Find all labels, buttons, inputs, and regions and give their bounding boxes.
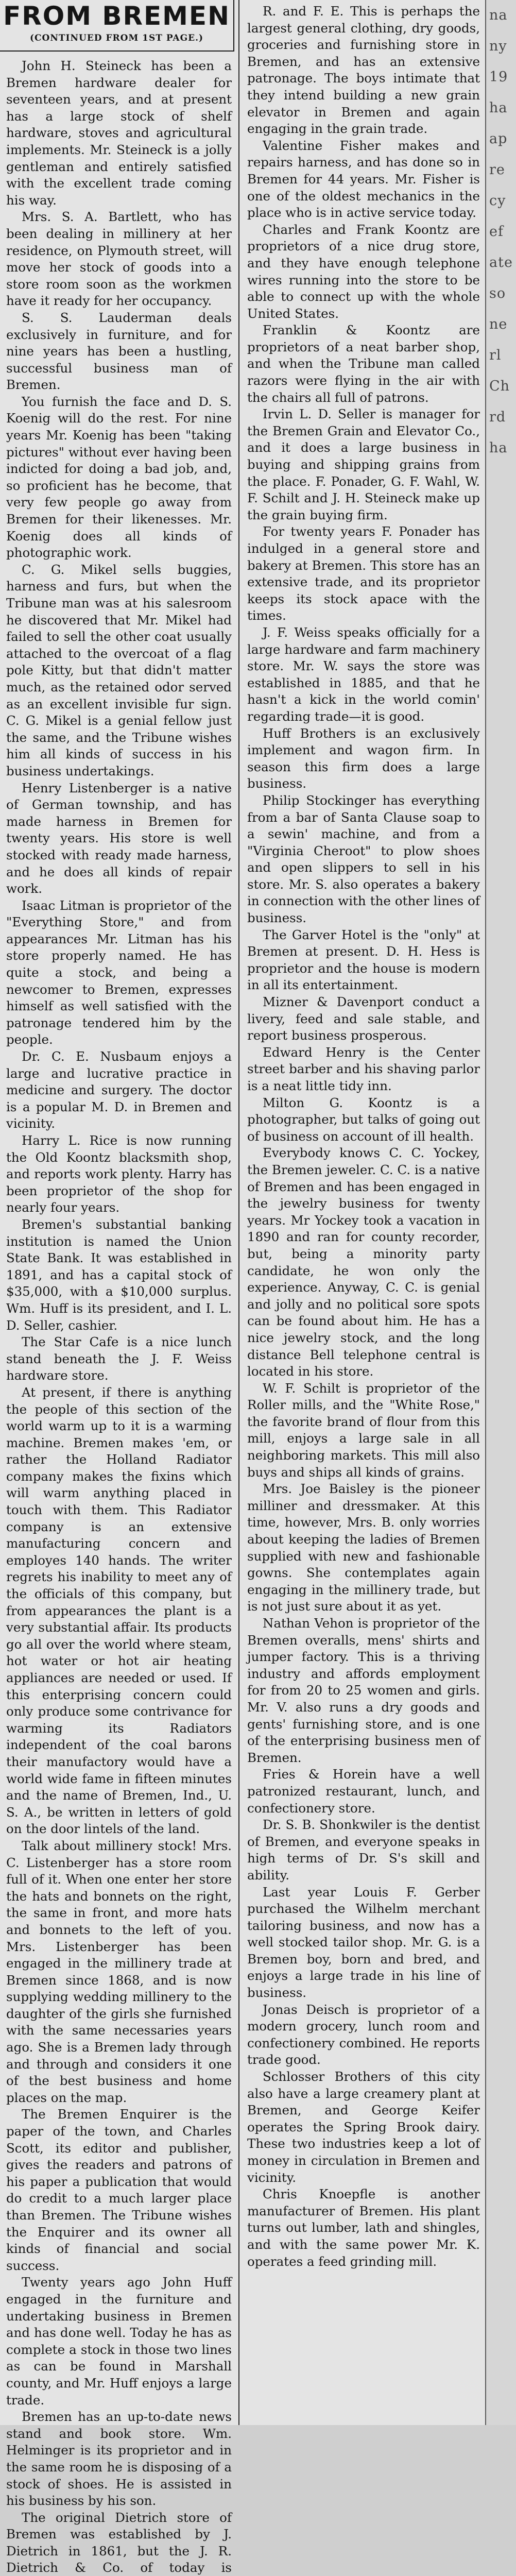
article-paragraph: Chris Knoepfle is another manufacturer of Bremen. His plant turns out lumber, lath and shingles, and with the same power Mr. K. operates a feed grinding mill.	[247, 2187, 480, 2269]
adjacent-column-fragment	[485, 0, 516, 2425]
article-paragraph: Bremen's substantial banking institution is named the Union State Bank. It was established in 1891, and has a capital stock of $35,000, with a $10,000 surplus. Wm. Huff is its president, and I. L. D. Seller, cashier.	[6, 1216, 232, 1333]
article-paragraph: Mrs. S. A. Bartlett, who has been dealing in millinery at her residence, on Plymouth street, will move her stock of goods into a store room soon as the workmen have it ready for her occupancy.	[6, 209, 232, 309]
edge-text-fragment: re	[489, 162, 505, 178]
article-paragraph: You furnish the face and D. S. Koenig will do the rest. For nine years Mr. Koenig has been "taking pictures" without ever having been indicted for doing a bad job, and, so proficient has he become, that very few people go away from Bremen for their likenesses. Mr. Koenig does all kinds of photographic work.	[6, 394, 232, 561]
article-paragraph: The Garver Hotel is the "only" at Bremen at present. D. H. Hess is proprietor and the house is modern in all its entertainment.	[247, 927, 480, 993]
article-paragraph: Last year Louis F. Gerber purchased the Wilhelm merchant tailoring business, and now has a well stocked tailor shop. Mr. G. is a Bremen boy, born and bred, and enjoys a large trade in his line of business.	[247, 1884, 480, 2001]
article-paragraph: Everybody knows C. C. Yockey, the Bremen jeweler. C. C. is a native of Bremen and has been engaged in the jewelry business for twenty years. Mr Yockey took a vacation in 1890 and ran for county recorder, but, being a minority party candidate, he won only the experience. Anyway, C. C. is genial and jolly and no political sore spots can be found about him. He has a nice jewelry stock, and the long distance Bell telephone central is located in his store.	[247, 1145, 480, 1379]
edge-text-fragment: 19	[489, 69, 508, 85]
article-paragraph: Milton G. Koontz is a photographer, but talks of going out of business on account of ill health.	[247, 1095, 480, 1144]
article-paragraph: Charles and Frank Koontz are proprietors of a nice drug store, and they have enough telephone wires running into the store to be able to connect up with the whole United States.	[247, 222, 480, 321]
article-paragraph: Dr. S. B. Shonkwiler is the dentist of Bremen, and everyone speaks in high terms of Dr. S's skill and ability.	[247, 1817, 480, 1883]
edge-text-fragment: ny	[489, 38, 507, 54]
article-paragraph: Henry Listenberger is a native of German township, and has made harness in Bremen for twenty years. His store is well stocked with ready made harness, and he does all kinds of repair work.	[6, 780, 232, 896]
edge-text-fragment: Ch	[489, 378, 510, 394]
article-paragraph: Mizner & Davenport conduct a livery, feed and sale stable, and report business prosperous.	[247, 994, 480, 1043]
article-paragraph: Fries & Horein have a well patronized restaurant, lunch, and confectionery store.	[247, 1767, 480, 1816]
article-paragraph: The original Dietrich store of Bremen was established by J. Dietrich in 1861, but the J. R. Dietrich & Co. of today is	[6, 2510, 232, 2575]
edge-text-fragment: ate	[489, 255, 513, 270]
article-paragraph: Bremen has an up-to-date news stand and book store. Wm. Helminger is its proprietor and in the same room he is disposing of a stock of shoes. He is assisted in his business by his son.	[6, 2409, 232, 2509]
article-paragraph: Jonas Deisch is proprietor of a modern grocery, lunch room and confectionery combined. He reports trade good.	[247, 2002, 480, 2067]
edge-text-fragment: na	[489, 7, 508, 23]
edge-text-fragment: rd	[489, 409, 506, 425]
article-paragraph: Schlosser Brothers of this city also have a large creamery plant at Bremen, and George Keifer operates the Spring Brook dairy. These two industries keep a lot of money in circulation in Bremen and vicinity.	[247, 2069, 480, 2185]
article-paragraph: The Bremen Enquirer is the paper of the town, and Charles Scott, its editor and publisher, gives the readers and patrons of his paper a publication that would do credit to a much larger place than Bremen. The Tribune wishes the Enquirer and its owner all kinds of financial and social success.	[6, 2107, 232, 2273]
article-paragraph: John H. Steineck has been a Bremen hardware dealer for seventeen years, and at present has a large stock of shelf hardware, stoves and agricultural implements. Mr. Steineck is a jolly gentleman and entirely satisfied with the excellent trade coming his way.	[6, 58, 232, 208]
edge-text-fragment: ha	[489, 440, 508, 456]
article-paragraph: R. and F. E. This is perhaps the largest general clothing, dry goods, groceries and furnishing store in Bremen, and has an extensive patronage. The boys intimate that they intend building a new grain elevator in Bremen and again engaging in the grain trade.	[247, 4, 480, 137]
article-paragraph: J. F. Weiss speaks officially for a large hardware and farm machinery store. Mr. W. says the store was established in 1885, and that he hasn't a kick in the world comin' regarding trade—it is good.	[247, 624, 480, 724]
article-paragraph: C. G. Mikel sells buggies, harness and furs, but when the Tribune man was at his salesroom he discovered that Mr. Mikel had failed to sell the other coat usually attached to the overcoat of a flag pole Kitty, but that didn't matter much, as the retained odor served as an excellent invisible fur sign. C. G. Mikel is a genial fellow just the same, and the Tribune wishes him all kinds of success in his business undertakings.	[6, 562, 232, 778]
edge-text-fragment: ne	[489, 316, 508, 332]
article-column-right	[247, 0, 480, 2425]
article-paragraph: Mrs. Joe Baisley is the pioneer milliner and dressmaker. At this time, however, Mrs. B. only worries about keeping the ladies of Bremen supplied with new and fashionable gowns. She contemplates again engaging in the millinery trade, but is not just sure about it as yet.	[247, 1481, 480, 1614]
edge-text-fragment: cy	[489, 193, 506, 209]
edge-text-fragment: so	[489, 285, 506, 301]
edge-text-fragment: ap	[489, 131, 508, 147]
continuation-note: (CONTINUED FROM 1ST PAGE.)	[29, 33, 204, 43]
article-paragraph: S. S. Lauderman deals exclusively in furniture, and for nine years has been a hustling, successful business man of Bremen.	[6, 310, 232, 393]
article-paragraph: For twenty years F. Ponader has indulged in a general store and bakery at Bremen. This store has an extensive trade, and its proprietor keeps its stock apace with the times.	[247, 524, 480, 623]
article-paragraph: Franklin & Koontz are proprietors of a neat barber shop, and when the Tribune man called razors were flying in the air with the chairs all full of patrons.	[247, 323, 480, 405]
article-paragraph: Isaac Litman is proprietor of the "Everything Store," and from appearances Mr. Litman has his store properly named. He has quite a stock, and being a newcomer to Bremen, expresses himself as well satisfied with the patronage tendered him by the people.	[6, 897, 232, 1047]
article-paragraph: Valentine Fisher makes and repairs harness, and has done so in Bremen for 44 years. Mr. Fisher is one of the oldest mechanics in the place who is in active service today.	[247, 138, 480, 221]
edge-text-fragment: ha	[489, 100, 508, 116]
column-rule	[238, 0, 239, 2425]
article-paragraph: W. F. Schilt is proprietor of the Roller mills, and the "White Rose," the favorite brand of flour from this mill, enjoys a large sale in all neighboring markets. This mill also buys and ships all kinds of grains.	[247, 1380, 480, 1480]
article-paragraph: The Star Cafe is a nice lunch stand beneath the J. F. Weiss hardware store.	[6, 1334, 232, 1383]
article-paragraph: Philip Stockinger has everything from a bar of Santa Clause soap to a sewin' machine, and from a "Virginia Cheroot" to plow shoes and open slippers to sell in his store. Mr. S. also operates a bakery in connection with the other lines of business.	[247, 792, 480, 926]
article-paragraph: Dr. C. E. Nusbaum enjoys a large and lucrative practice in medicine and surgery. The doctor is a popular M. D. in Bremen and vicinity.	[6, 1049, 232, 1131]
edge-text-fragment: ef	[489, 224, 504, 240]
article-column-left	[6, 0, 232, 2575]
article-paragraph: Huff Brothers is an exclusively implement and wagon firm. In season this firm does a large business.	[247, 725, 480, 791]
article-paragraph: Nathan Vehon is proprietor of the Bremen overalls, mens' shirts and jumper factory. This is a thriving industry and affords employment for from 20 to 25 women and girls. Mr. V. also runs a dry goods and gents' furnishing store, and is one of the enterprising business men of Bremen.	[247, 1616, 480, 1765]
article-title: FROM BREMEN	[3, 1, 230, 31]
article-paragraph: Edward Henry is the Center street barber and his shaving parlor is a neat little tidy inn.	[247, 1044, 480, 1093]
article-paragraph: Harry L. Rice is now running the Old Koontz blacksmith shop, and reports work plenty. Harry has been proprietor of the shop for nearly four years.	[6, 1133, 232, 1215]
article-paragraph: At present, if there is anything the people of this section of the world warm up to it is a warming machine. Bremen makes 'em, or rather the Holland Radiator company makes the fixins which will warm anything placed in touch with them. This Radiator company is an extensive manufacturing concern and employes 140 hands. The writer regrets his inability to meet any of the officials of this company, but from appearances the plant is a very substantial affair. Its products go all over the world where steam, hot water or hot air heating appliances are needed or used. If this enterprising concern could only produce some contrivance for warming its Radiators independent of the coal barons their manufactory would have a world wide fame in fifteen minutes and the name of Bremen, Ind., U. S. A., be written in letters of gold on the door lintels of the land.	[6, 1384, 232, 1837]
article-paragraph: Twenty years ago John Huff engaged in the furniture and undertaking business in Bremen and has done well. Today he has as complete a stock in those two lines as can be found in Marshall county, and Mr. Huff enjoys a large trade.	[6, 2275, 232, 2408]
edge-text-fragment: rl	[489, 347, 502, 363]
article-paragraph: Talk about millinery stock! Mrs. C. Listenberger has a store room full of it. When one enter her store the hats and bonnets on the right, the same in front, and more hats and bonnets to the left of you. Mrs. Listenberger has been engaged in the millinery trade at Bremen since 1868, and is now supplying wedding millinery to the daughter of the girls she furnished with the same necessaries years ago. She is a Bremen lady through and through and considers it one of the best business and home places on the map.	[6, 1838, 232, 2105]
article-paragraph: Irvin L. D. Seller is manager for the Bremen Grain and Elevator Co., and it does a large business in buying and shipping grains from the place. F. Ponader, G. F. Wahl, W. F. Schilt and J. H. Steineck make up the grain buying firm.	[247, 406, 480, 522]
